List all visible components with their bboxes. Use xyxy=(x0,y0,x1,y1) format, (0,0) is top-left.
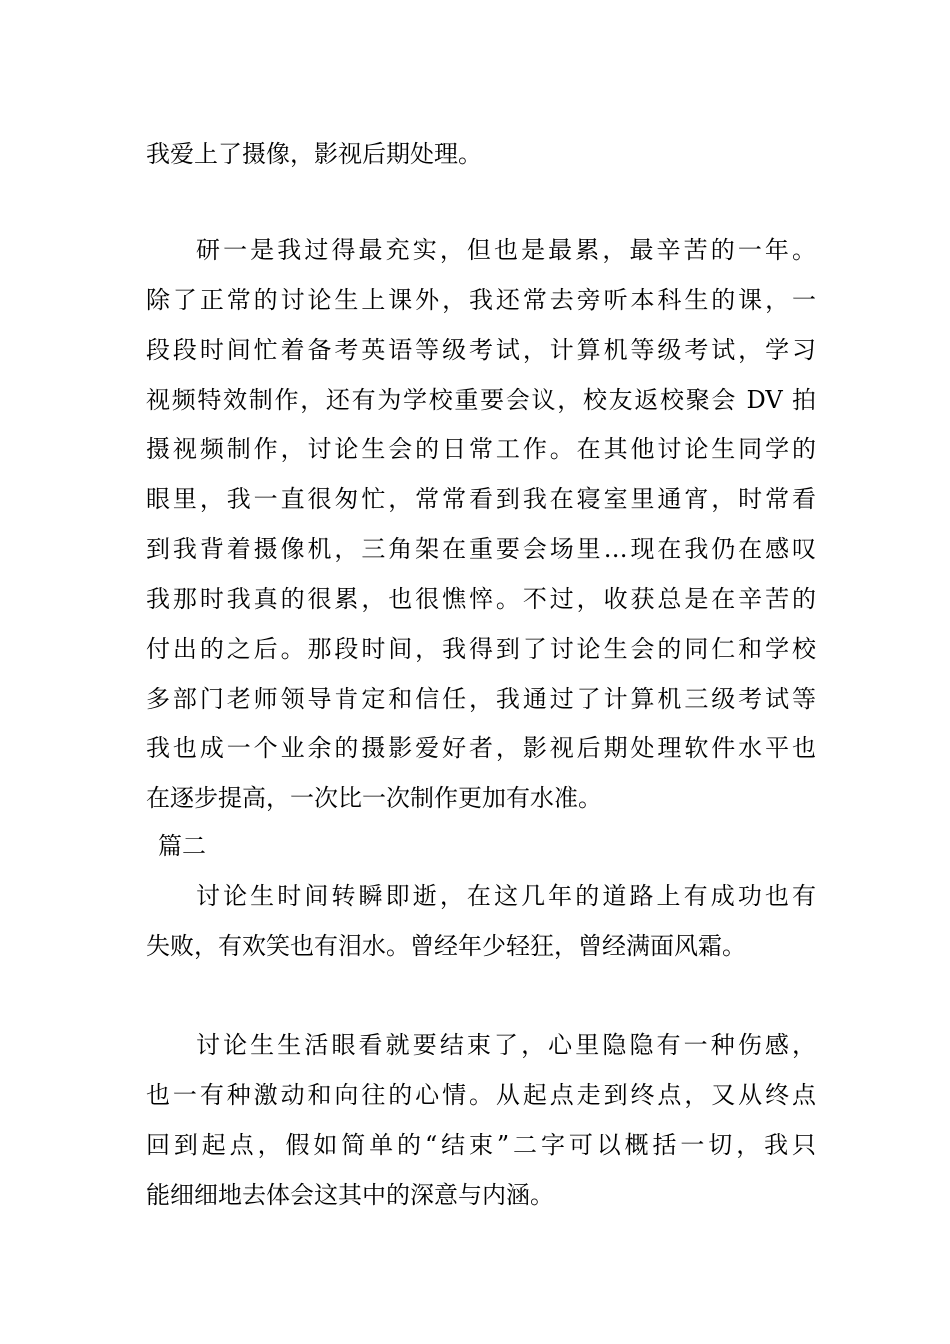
paragraph-2-line-5: 摄视频制作，讨论生会的日常工作。在其他讨论生同学的 xyxy=(146,435,816,463)
paragraph-4-line-2: 也一有种激动和向往的心情。从起点走到终点，又从终点 xyxy=(146,1081,816,1109)
paragraph-4-line-1: 讨论生生活眼看就要结束了，心里隐隐有一种伤感， xyxy=(196,1031,816,1059)
paragraph-2-line-10: 多部门老师领导肯定和信任，我通过了计算机三级考试等 xyxy=(146,685,816,713)
paragraph-3-line-1: 讨论生时间转瞬即逝，在这几年的道路上有成功也有 xyxy=(196,882,816,910)
paragraph-3-line-2: 失败，有欢笑也有泪水。曾经年少轻狂，曾经满面风霜。 xyxy=(146,932,746,960)
paragraph-2-line-1: 研一是我过得最充实，但也是最累，最辛苦的一年。 xyxy=(196,236,816,264)
paragraph-2-line-2: 除了正常的讨论生上课外，我还常去旁听本科生的课，一 xyxy=(146,286,816,314)
paragraph-2-line-4: 视频特效制作，还有为学校重要会议，校友返校聚会 DV 拍 xyxy=(146,386,816,414)
paragraph-2-line-8: 我那时我真的很累，也很憔悴。不过，收获总是在辛苦的 xyxy=(146,585,816,613)
paragraph-2-line-6: 眼里，我一直很匆忙，常常看到我在寝室里通宵，时常看 xyxy=(146,485,816,513)
paragraph-1-line-1: 我爱上了摄像，影视后期处理。 xyxy=(146,140,482,168)
paragraph-2-line-12: 在逐步提高，一次比一次制作更加有水准。 xyxy=(146,784,602,812)
paragraph-4-line-4: 能细细地去体会这其中的深意与内涵。 xyxy=(146,1181,554,1209)
paragraph-2-line-9: 付出的之后。那段时间，我得到了讨论生会的同仁和学校 xyxy=(146,635,816,663)
paragraph-2-line-3: 段段时间忙着备考英语等级考试，计算机等级考试，学习 xyxy=(146,336,816,364)
section-heading: 篇二 xyxy=(158,832,206,860)
paragraph-4-line-3: 回到起点，假如简单的“结束”二字可以概括一切，我只 xyxy=(146,1131,816,1159)
paragraph-2-line-7: 到我背着摄像机，三角架在重要会场里…现在我仍在感叹 xyxy=(146,535,816,563)
paragraph-2-line-11: 我也成一个业余的摄影爱好者，影视后期处理软件水平也 xyxy=(146,734,816,762)
